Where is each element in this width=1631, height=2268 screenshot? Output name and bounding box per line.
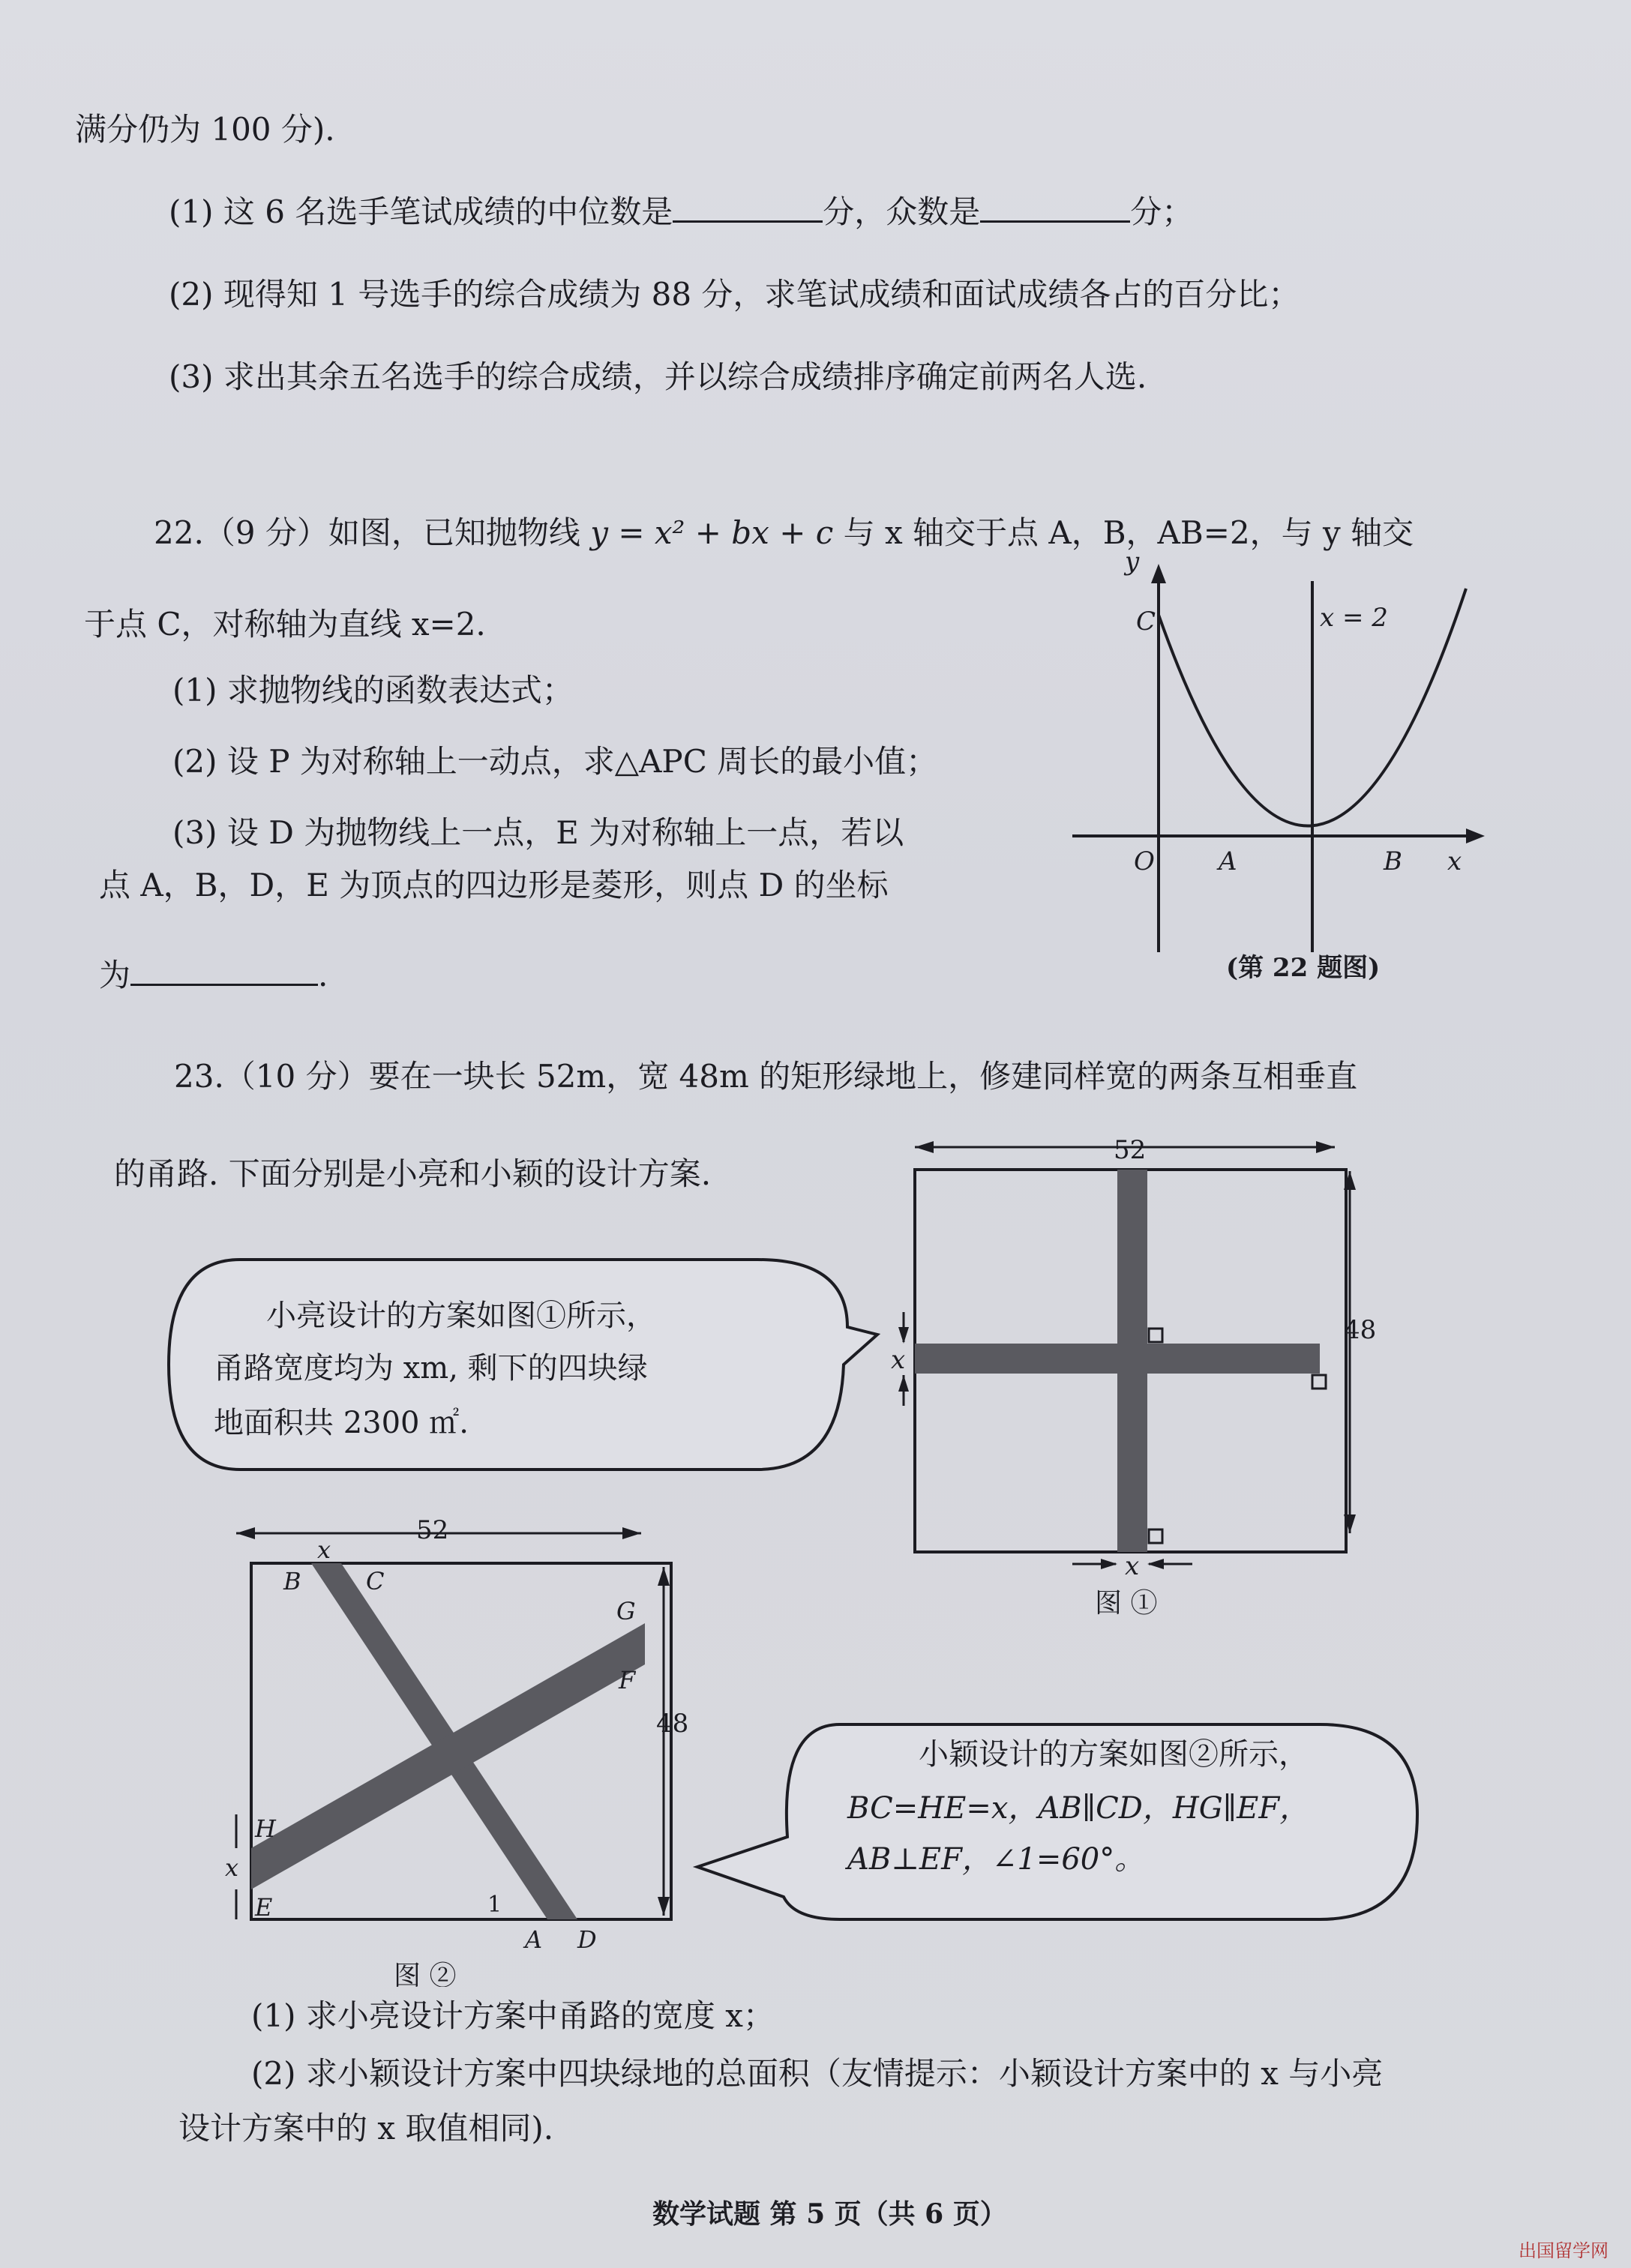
figure-2-xiaoying-plan bbox=[217, 1507, 697, 1987]
q21-blank-median bbox=[673, 220, 823, 223]
fig2-point-g: G bbox=[616, 1597, 636, 1625]
fig1-width-arrow-left-icon bbox=[915, 1141, 934, 1153]
q21-part3: (3) 求出其余五名选手的综合成绩，并以综合成绩排序确定前两名人选. bbox=[169, 358, 1147, 395]
fig2-point-h: H bbox=[255, 1814, 276, 1843]
y-axis-arrow-icon bbox=[1151, 564, 1166, 583]
q22-blank-d-coordinates bbox=[130, 983, 318, 986]
q22-part1: (1) 求抛物线的函数表达式； bbox=[172, 672, 574, 709]
q21-part1-text-a: (1) 这 6 名选手笔试成绩的中位数是 bbox=[169, 193, 673, 230]
fig2-point-b: B bbox=[283, 1567, 301, 1595]
bubble1-line2: 甬路宽度均为 xm, 剩下的四块绿 bbox=[214, 1351, 648, 1386]
q22-part3-c-text: 为 bbox=[99, 957, 131, 993]
bubble1-line3: 地面积共 2300 ㎡. bbox=[214, 1406, 469, 1440]
fig2-height-arrow-bottom-icon bbox=[658, 1897, 670, 1916]
bubble2-line3: AB⊥EF，∠1=60°。 bbox=[847, 1842, 1145, 1877]
bubble1-line1: 小亮设计的方案如图①所示， bbox=[266, 1299, 656, 1333]
fig2-point-f: F bbox=[619, 1666, 636, 1694]
q22-part3-d-text: . bbox=[318, 957, 328, 993]
bubble2-line2: BC=HE=x，AB∥CD，HG∥EF， bbox=[847, 1791, 1310, 1826]
point-a-label: A bbox=[1219, 846, 1237, 876]
y-axis-label: y bbox=[1125, 547, 1140, 577]
q21-part1-text-c: 分； bbox=[1130, 193, 1194, 230]
origin-label: O bbox=[1134, 846, 1155, 876]
fig2-x-left-label: x bbox=[225, 1853, 239, 1882]
bubble2-line1: 小颖设计的方案如图②所示， bbox=[919, 1737, 1309, 1772]
q23-part2-continued: 设计方案中的 x 取值相同). bbox=[178, 2110, 554, 2147]
fig1-caption: 图 ① bbox=[1095, 1588, 1158, 1619]
fig1-width-arrow-right-icon bbox=[1316, 1141, 1335, 1153]
fig2-diagonal-road-hg-ef bbox=[251, 1623, 645, 1889]
q21-part1-text-b: 分，众数是 bbox=[823, 193, 981, 230]
q23-intro-a: 23.（10 分）要在一块长 52m，宽 48m 的矩形绿地上，修建同样宽的两条互相垂直 bbox=[174, 1058, 1358, 1095]
fig1-x-bottom-label: x bbox=[1125, 1551, 1140, 1581]
q23-part2: (2) 求小颖设计方案中四块绿地的总面积（友情提示：小颖设计方案中的 x 与小亮 bbox=[251, 2055, 1384, 2092]
q23-part1: (1) 求小亮设计方案中甬路的宽度 x； bbox=[251, 1997, 775, 2034]
watermark-logo: 出国留学网 bbox=[1519, 2241, 1609, 2261]
x-axis-arrow-icon bbox=[1466, 828, 1485, 843]
q22-figure-caption: (第 22 题图) bbox=[1226, 953, 1381, 983]
fig1-height-label: 48 bbox=[1344, 1315, 1377, 1345]
fig2-point-d: D bbox=[577, 1925, 597, 1954]
q22-part3-c bbox=[99, 957, 328, 993]
fig1-right-angle-mark-3 bbox=[1149, 1529, 1162, 1543]
q22-part2: (2) 设 P 为对称轴上一动点，求△APC 周长的最小值； bbox=[172, 743, 938, 780]
q21-continuation: 满分仍为 100 分). bbox=[75, 111, 335, 148]
fig2-caption: 图 ② bbox=[394, 1961, 457, 1987]
q21-blank-mode bbox=[980, 220, 1130, 223]
fig2-width-arrow-left-icon bbox=[236, 1527, 255, 1539]
figure-1-xiaoliang-plan bbox=[877, 1125, 1387, 1634]
q22-formula: y = x² + bx + c bbox=[590, 514, 834, 551]
q22-part3-a: (3) 设 D 为抛物线上一点，E 为对称轴上一点，若以 bbox=[172, 814, 904, 851]
fig2-point-a: A bbox=[525, 1925, 543, 1954]
fig1-x-bottom-arrow-left-icon bbox=[1147, 1559, 1164, 1569]
fig2-point-c: C bbox=[366, 1567, 385, 1595]
fig1-horizontal-road bbox=[915, 1344, 1320, 1374]
q22-intro-c: 于点 C，对称轴为直线 x=2. bbox=[84, 606, 486, 643]
page-footer: 数学试题 第 5 页（共 6 页） bbox=[652, 2198, 1007, 2230]
fig2-point-e: E bbox=[255, 1893, 273, 1922]
fig1-x-left-arrow-down-icon bbox=[898, 1327, 909, 1344]
fig2-height-arrow-top-icon bbox=[658, 1567, 670, 1586]
q22-intro-a: 22.（9 分）如图，已知抛物线 bbox=[154, 514, 580, 551]
fig2-width-label: 52 bbox=[416, 1515, 449, 1545]
q21-part2: (2) 现得知 1 号选手的综合成绩为 88 分，求笔试成绩和面试成绩各占的百分比； bbox=[169, 276, 1300, 313]
fig2-angle-1: 1 bbox=[487, 1892, 502, 1918]
point-b-label: B bbox=[1384, 846, 1402, 876]
fig2-x-top-label: x bbox=[317, 1535, 331, 1564]
point-c-label: C bbox=[1136, 607, 1156, 637]
fig1-x-bottom-arrow-right-icon bbox=[1101, 1559, 1117, 1569]
fig1-x-left-arrow-up-icon bbox=[898, 1375, 909, 1392]
fig2-width-arrow-right-icon bbox=[622, 1527, 641, 1539]
fig2-height-label: 48 bbox=[656, 1709, 689, 1739]
fig1-x-left-label: x bbox=[891, 1345, 906, 1375]
x-axis-label: x bbox=[1447, 846, 1462, 876]
q22-part3-b: 点 A，B，D，E 为顶点的四边形是菱形，则点 D 的坐标 bbox=[99, 867, 889, 903]
q23-intro-b: 的甬路. 下面分别是小亮和小颖的设计方案. bbox=[114, 1155, 712, 1192]
q22-intro bbox=[154, 514, 1414, 551]
fig1-right-angle-mark bbox=[1149, 1329, 1162, 1342]
q22-parabola-figure bbox=[1065, 547, 1500, 1012]
q22-intro-b: 与 x 轴交于点 A，B，AB=2，与 y 轴交 bbox=[843, 514, 1414, 551]
fig1-right-angle-mark-2 bbox=[1312, 1375, 1326, 1389]
q21-part1 bbox=[169, 193, 1194, 230]
fig1-width-label: 52 bbox=[1114, 1135, 1147, 1165]
symmetry-axis-label: x = 2 bbox=[1320, 603, 1388, 633]
